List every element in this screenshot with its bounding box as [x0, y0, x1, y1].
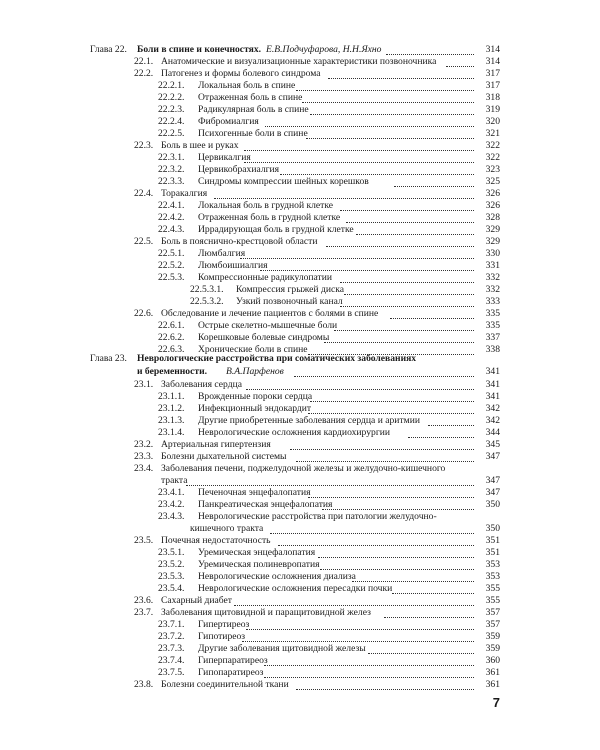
toc-entry [0, 92, 600, 104]
toc-entry-title: Иррадирующая боль в грудной клетке [198, 224, 354, 235]
toc-entry-title: кишечного тракта [190, 523, 264, 534]
toc-entry-title: Гипотиреоз [198, 631, 246, 642]
page-number: 7 [492, 695, 500, 710]
toc-entry-number: 22.5.3.1. [190, 284, 224, 295]
toc-entry-number: 22.4.1. [158, 200, 185, 211]
toc-page: 350 [485, 499, 500, 510]
toc-author: Е.В.Подчуфарова, Н.Н.Яхно [266, 44, 382, 55]
toc-page: 314 [485, 44, 500, 55]
toc-entry-title: Панкреатическая энцефалопатия [198, 499, 333, 510]
toc-author: В.А.Парфенов [226, 366, 284, 377]
toc-page: 345 [485, 439, 500, 450]
toc-entry-number: 23.4.1. [158, 487, 185, 498]
toc-entry-number: 23.1. [134, 379, 154, 390]
toc-page: 332 [485, 272, 500, 283]
toc-entry-number: 23.4.3. [158, 511, 185, 522]
toc-entry [0, 559, 600, 571]
toc-entry-title: Радикулярная боль в спине [198, 104, 309, 115]
toc-entry [0, 391, 600, 403]
toc-entry-title: Уремическая полиневропатия [198, 559, 320, 570]
toc-entry-number: 23.7.3. [158, 643, 185, 654]
toc-page: 322 [485, 152, 500, 163]
toc-entry [0, 260, 600, 272]
toc-page: 320 [485, 116, 500, 127]
toc-entry-number: 23.1.4. [158, 427, 185, 438]
toc-entry-title: Компрессионные радикулопатии [198, 272, 333, 283]
toc-page: 341 [485, 391, 500, 402]
toc-entry-number: 23.4.2. [158, 499, 185, 510]
toc-entry-title: Неврологические осложнения пересадки почки [198, 583, 393, 594]
toc-entry-number: 22.6. [134, 308, 154, 319]
toc-entry-title: Цервикобрахиалгия [198, 164, 280, 175]
toc-entry [0, 379, 600, 391]
toc-page: 342 [485, 415, 500, 426]
toc-page: 347 [485, 451, 500, 462]
toc-entry-number: 23.7.1. [158, 619, 185, 630]
toc-page: 338 [485, 344, 500, 355]
toc-entry [0, 116, 600, 128]
toc-entry [0, 272, 600, 284]
toc-entry-title: Локальная боль в грудной клетке [198, 200, 334, 211]
toc-entry-title: Уремическая энцефалопатия [198, 547, 316, 558]
toc-page: 326 [485, 188, 500, 199]
toc-entry-number: 22.6.3. [158, 344, 185, 355]
toc-entry [0, 212, 600, 224]
toc-entry-number: 22.5.2. [158, 260, 185, 271]
toc-page: 328 [485, 212, 500, 223]
toc-entry-title: Компрессия грыжей диска [236, 284, 345, 295]
toc-page: 347 [485, 487, 500, 498]
toc-entry-number: 22.6.1. [158, 320, 185, 331]
toc-page: 351 [485, 535, 500, 546]
toc-entry [0, 332, 600, 344]
toc-entry-title: Врожденные пороки сердца [198, 391, 313, 402]
toc-entry-number: 22.2. [134, 68, 154, 79]
toc-page: 331 [485, 260, 500, 271]
toc-entry-title: Гипертиреоз [198, 619, 250, 630]
toc-entry-title: Анатомические и визуализационные характеристики позвоночника [161, 56, 437, 67]
toc-page: 341 [485, 366, 500, 377]
toc-entry-number: 23.1.3. [158, 415, 185, 426]
toc-entry-title: тракта [161, 475, 188, 486]
toc-entry-title: Неврологические осложнения диализа [198, 571, 356, 582]
toc-entry-title: Психогенные боли в спине [198, 128, 308, 139]
toc-page: 337 [485, 332, 500, 343]
toc-entry-number: 23.5.1. [158, 547, 185, 558]
toc-entry-title: Боль в шее и руках [161, 140, 239, 151]
toc-entry [0, 571, 600, 583]
toc-entry-number: 22.3. [134, 140, 154, 151]
toc-entry [0, 595, 600, 607]
toc-entry-title: Сахарный диабет [161, 595, 232, 606]
toc-entry-number: 22.5.3.2. [190, 296, 224, 307]
toc-entry-title: Артериальная гипертензия [161, 439, 271, 450]
toc-entry [0, 80, 600, 92]
toc-entry-number: 23.5.4. [158, 583, 185, 594]
toc-title: Боли в спине и конечностях. [137, 44, 262, 55]
toc-entry [0, 631, 600, 643]
toc-chapter-22 [0, 44, 600, 56]
toc-page: 342 [485, 403, 500, 414]
toc-entry-title: Отраженная боль в спине [198, 92, 303, 103]
toc-page: 332 [485, 284, 500, 295]
toc-entry-title: Острые скелетно-мышечные боли [198, 320, 338, 331]
toc-entry-title: Неврологические осложнения кардиохирургии [198, 427, 391, 438]
toc-entry [0, 188, 600, 200]
toc-page: 359 [485, 631, 500, 642]
toc-entry-title: Корешковые болевые синдромы [198, 332, 330, 343]
toc-page: 355 [485, 595, 500, 606]
toc-entry-number: 22.5.3. [158, 272, 185, 283]
toc-entry-number: 22.5. [134, 236, 154, 247]
toc-entry-number: 23.6. [134, 595, 154, 606]
toc-page: 344 [485, 427, 500, 438]
toc-page: 323 [485, 164, 500, 175]
toc-page: 333 [485, 296, 500, 307]
toc-entry-title: Неврологические расстройства при патологии желудочно- [198, 511, 437, 522]
toc-page: 353 [485, 559, 500, 570]
toc-title: Неврологические расстройства при соматических заболеваниях [137, 353, 417, 364]
toc-entry-number: 22.5.1. [158, 248, 185, 259]
toc-page: 325 [485, 176, 500, 187]
toc-entry-title: Хронические боли в спине [198, 344, 308, 355]
toc-entry-title: Гипопаратиреоз [198, 667, 264, 678]
toc-entry-title: Люмбалгия [198, 248, 246, 259]
toc-entry [0, 320, 600, 332]
toc-page: 330 [485, 248, 500, 259]
toc-entry-title: Боль в пояснично-крестцовой области [161, 236, 318, 247]
toc-page: 361 [485, 679, 500, 690]
toc-page: 347 [485, 475, 500, 486]
toc-entry-title: Гиперпаратиреоз [198, 655, 268, 666]
toc-entry [0, 403, 600, 415]
toc-page: 321 [485, 128, 500, 139]
toc-page: 317 [485, 80, 500, 91]
toc-entry-title: Болезни дыхательной системы [161, 451, 287, 462]
toc-entry-number: 23.7. [134, 607, 154, 618]
toc-entry [0, 415, 600, 427]
toc-entry-title: Люмбоишиалгия [198, 260, 268, 271]
toc-entry-number: 22.4.3. [158, 224, 185, 235]
toc-page: 359 [485, 643, 500, 654]
toc-entry-number: 22.2.4. [158, 116, 185, 127]
toc-entry-number: 23.5. [134, 535, 154, 546]
toc-title: и беременности. [137, 366, 207, 377]
toc-entry-title: Другие заболевания щитовидной железы [198, 643, 366, 654]
toc-entry-number: 23.1.1. [158, 391, 185, 402]
toc-entry-number: 22.2.5. [158, 128, 185, 139]
toc-entry [0, 56, 600, 68]
toc-entry [0, 679, 600, 691]
toc-entry-number: 23.5.3. [158, 571, 185, 582]
toc-entry-title: Заболевания печени, поджелудочной железы и желудочно-кишечного [161, 463, 446, 474]
toc-page: 314 [485, 56, 500, 67]
toc-entry-number: 23.8. [134, 679, 154, 690]
toc-entry [0, 547, 600, 559]
toc-page: 360 [485, 655, 500, 666]
toc-entry-number: 23.7.5. [158, 667, 185, 678]
toc-entry-title: Инфекционный эндокардит [198, 403, 312, 414]
toc-page: 335 [485, 308, 500, 319]
toc-entry-number: 22.2.2. [158, 92, 185, 103]
toc-entry-number: 22.2.1. [158, 80, 185, 91]
toc-entry-number: 22.3.1. [158, 152, 185, 163]
toc-entry-number: 23.7.2. [158, 631, 185, 642]
toc-entry-number: 22.4.2. [158, 212, 185, 223]
toc-page: 341 [485, 379, 500, 390]
toc-entry-title: Синдромы компрессии шейных корешков [198, 176, 369, 187]
toc-page: 357 [485, 607, 500, 618]
toc-page: 326 [485, 200, 500, 211]
toc-page: 317 [485, 68, 500, 79]
toc-entry-number: 22.6.2. [158, 332, 185, 343]
toc-entry-title: Фибромиалгия [198, 116, 259, 127]
toc-entry [0, 535, 600, 547]
toc-chapter-label: Глава 22. [90, 44, 127, 55]
toc-page: 357 [485, 619, 500, 630]
toc-entry-title: Печеночная энцефалопатия [198, 487, 311, 498]
toc-entry [0, 499, 600, 511]
toc-entry [0, 224, 600, 236]
toc-entry-number: 23.2. [134, 439, 154, 450]
toc-entry [0, 200, 600, 212]
toc-page: 355 [485, 583, 500, 594]
toc-entry-cont [0, 475, 600, 487]
toc-page: 318 [485, 92, 500, 103]
toc-entry [0, 164, 600, 176]
toc-entry [0, 284, 600, 296]
toc-page: 329 [485, 224, 500, 235]
toc-entry [0, 308, 600, 320]
toc-page: 353 [485, 571, 500, 582]
toc-entry-title: Цервикалгия [198, 152, 251, 163]
toc-entry-number: 22.3.2. [158, 164, 185, 175]
toc-entry-title: Патогенез и формы болевого синдрома [161, 68, 321, 79]
toc-entry-number: 22.3.3. [158, 176, 185, 187]
toc-chapter-label: Глава 23. [90, 353, 127, 364]
toc-entry-title: Торакалгия [161, 188, 208, 199]
toc-entry-title: Заболевания щитовидной и паращитовидной желез [161, 607, 371, 618]
toc-page: 319 [485, 104, 500, 115]
toc-entry-title: Узкий позвоночный канал [236, 296, 343, 307]
toc-entry-title: Заболевания сердца [161, 379, 242, 390]
toc-entry-title: Обследование и лечение пациентов с болями в спине [161, 308, 379, 319]
toc-page: 329 [485, 236, 500, 247]
toc-entry-title: Отраженная боль в грудной клетке [198, 212, 341, 223]
toc-entry-number: 23.3. [134, 451, 154, 462]
toc-page: 335 [485, 320, 500, 331]
toc-page: 322 [485, 140, 500, 151]
toc-entry-number: 23.1.2. [158, 403, 185, 414]
toc-entry-number: 23.5.2. [158, 559, 185, 570]
toc-entry-title: Другие приобретенные заболевания сердца и аритмии [198, 415, 420, 426]
toc-entry [0, 451, 600, 463]
toc-entry [0, 296, 600, 308]
toc-entry [0, 487, 600, 499]
toc-entry-number: 23.4. [134, 463, 154, 474]
toc-entry-title: Почечная недостаточность [161, 535, 271, 546]
toc-entry-number: 22.2.3. [158, 104, 185, 115]
toc-entry-title: Болезни соединительной ткани [161, 679, 289, 690]
toc-entry-title: Локальная боль в спине [198, 80, 296, 91]
toc-page: 350 [485, 523, 500, 534]
toc-page: 351 [485, 547, 500, 558]
toc-page: 361 [485, 667, 500, 678]
toc-entry-number: 22.1. [134, 56, 154, 67]
toc-entry-number: 22.4. [134, 188, 154, 199]
toc-entry-number: 23.7.4. [158, 655, 185, 666]
